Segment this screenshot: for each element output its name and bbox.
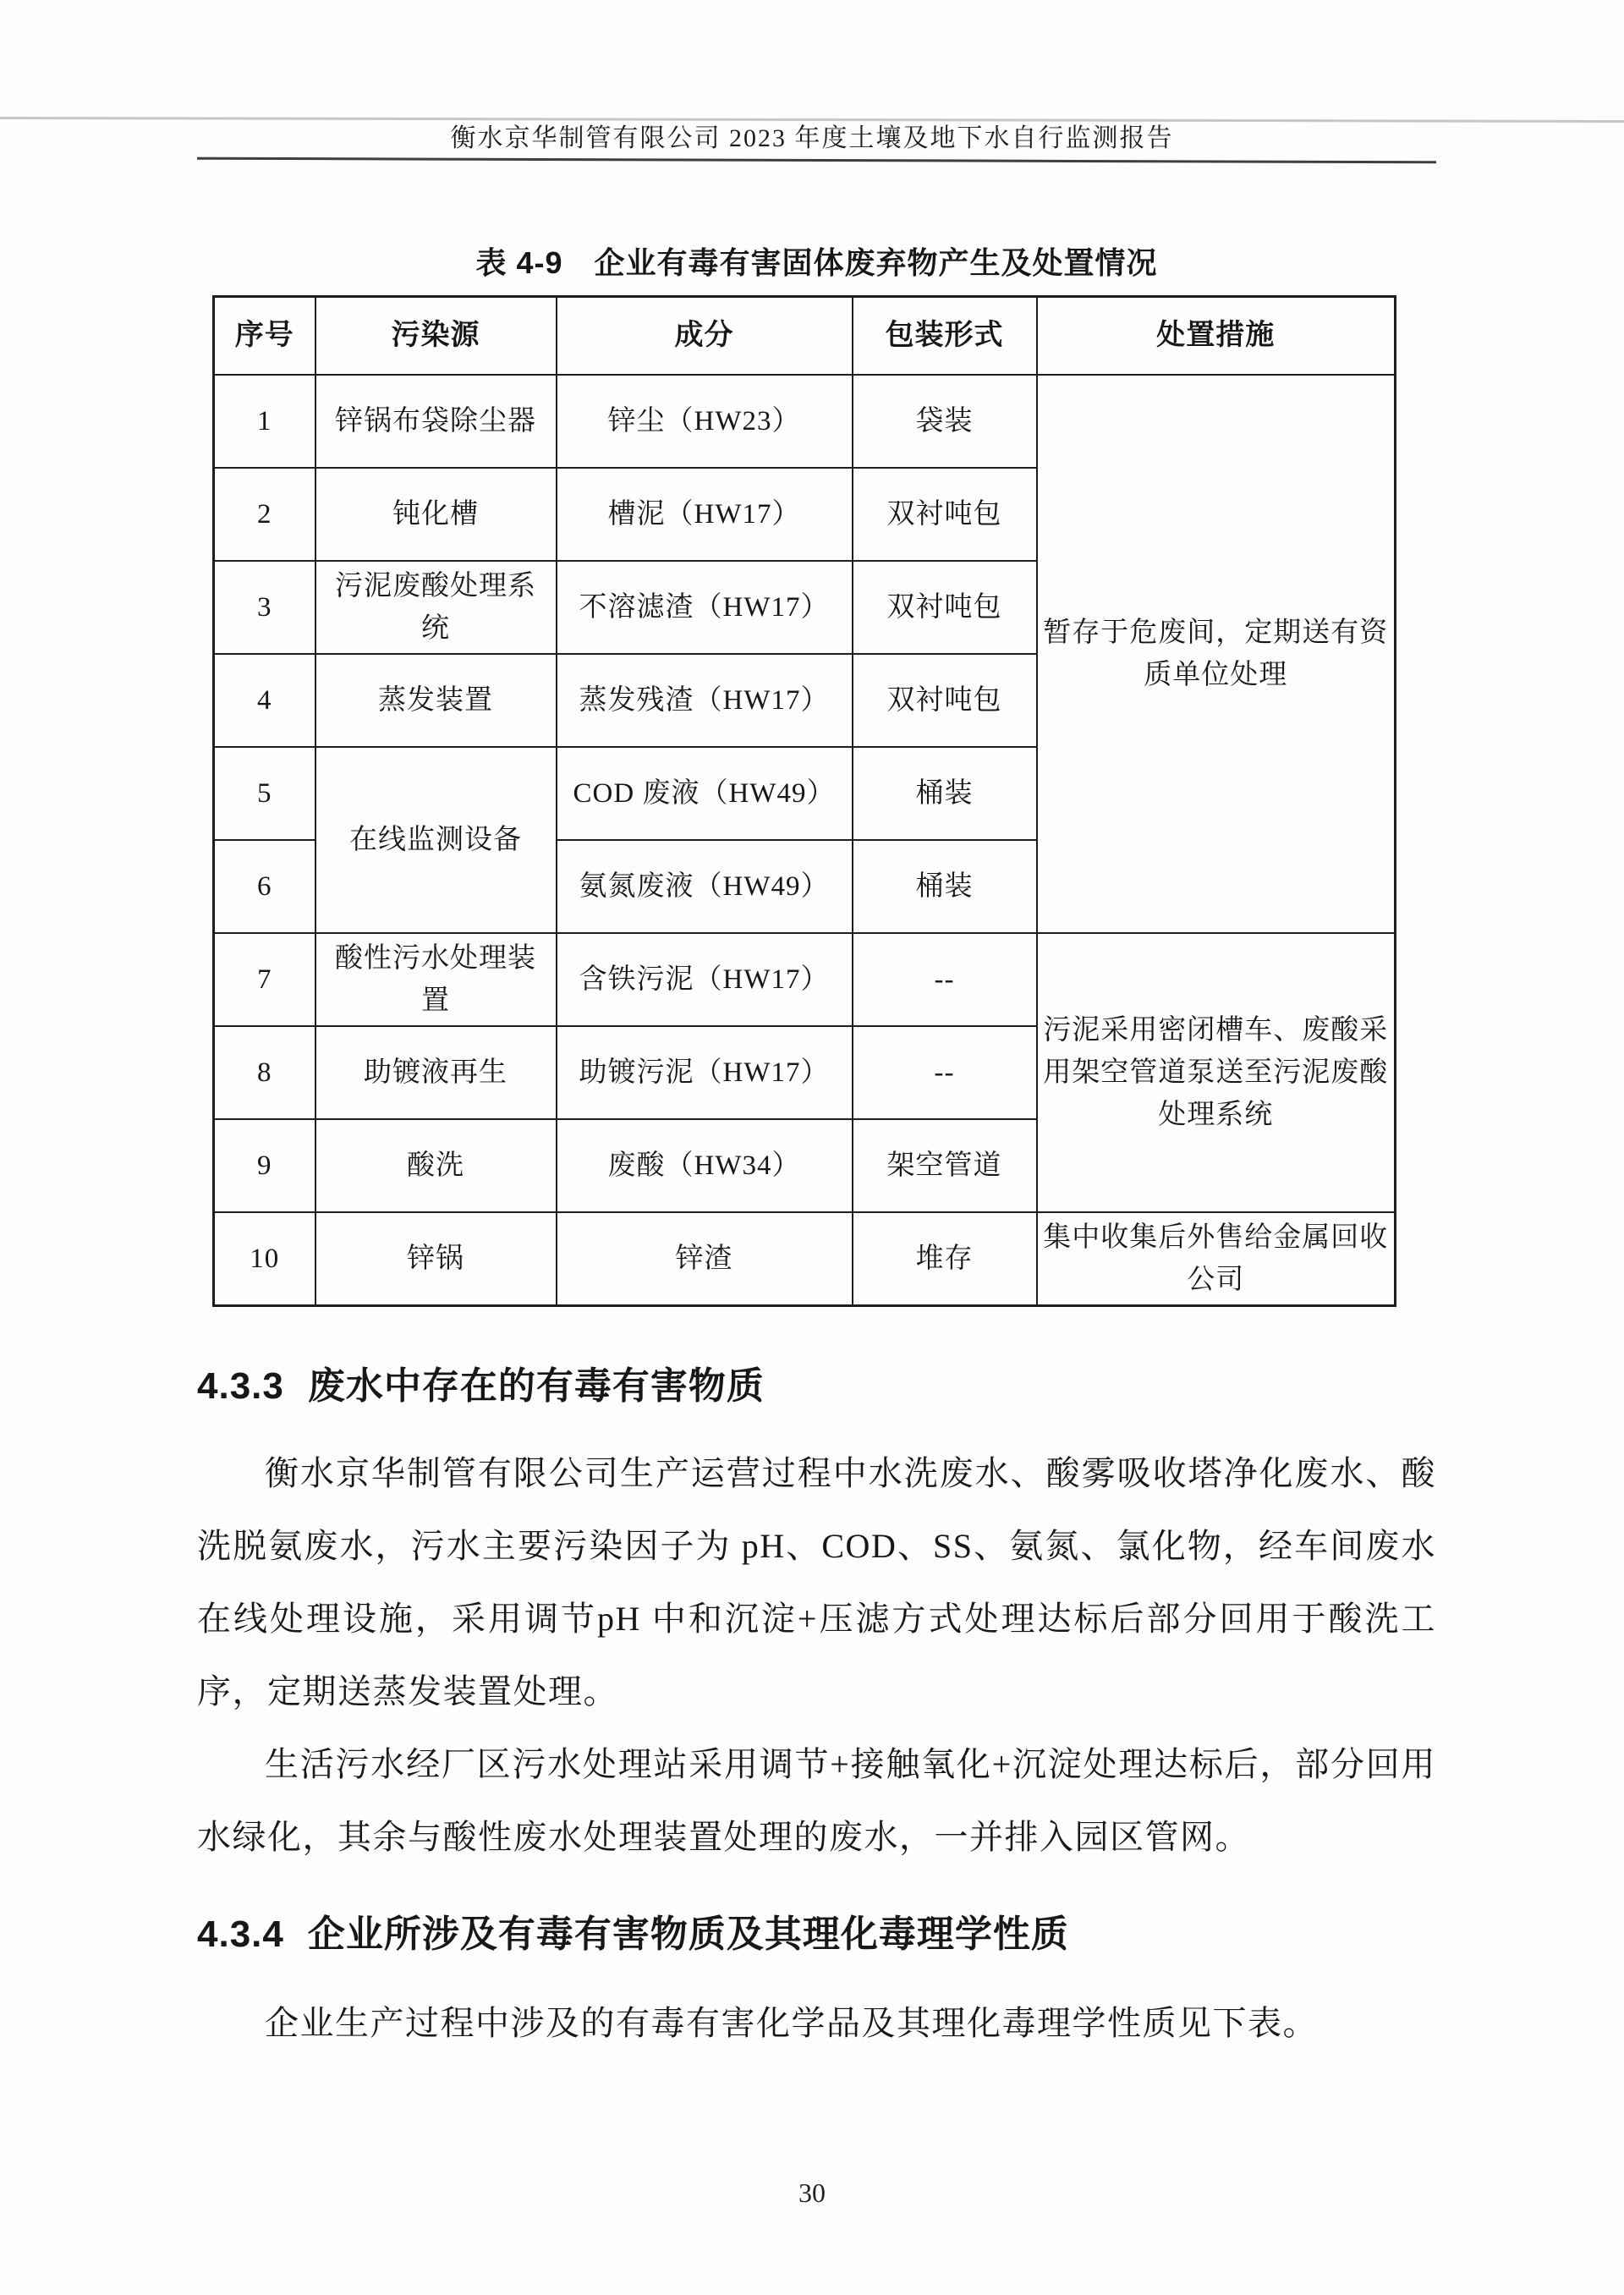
cell-component: 蒸发残渣（HW17）	[557, 654, 853, 747]
cell-packaging: 堆存	[853, 1212, 1037, 1306]
section-number: 4.3.3	[197, 1365, 284, 1407]
section-heading-433	[197, 1359, 1436, 1414]
cell-seq: 8	[214, 1026, 315, 1119]
cell-source: 钝化槽	[315, 468, 557, 561]
cell-packaging: 双衬吨包	[853, 654, 1037, 747]
paragraph: 衡水京华制管有限公司生产运营过程中水洗废水、酸雾吸收塔净化废水、酸洗脱氨废水，污水主要污染因子为 pH、COD、SS、氨氮、氯化物，经车间废水在线处理设施，采用调节pH 中和沉淀+压滤方式处理达标后部分回用于酸洗工序，定期送蒸发装置处理。	[197, 1454, 1436, 1710]
table-row	[214, 933, 1396, 1026]
cell-seq: 1	[214, 375, 315, 468]
table-row	[214, 375, 1396, 468]
cell-source: 蒸发装置	[315, 654, 557, 747]
section-title: 企业所涉及有毒有害物质及其理化毒理学性质	[307, 1913, 1069, 1955]
cell-seq: 2	[214, 468, 315, 561]
cell-source: 酸洗	[315, 1119, 557, 1212]
section-heading-434	[197, 1908, 1436, 1962]
cell-source: 污泥废酸处理系统	[315, 561, 557, 654]
cell-disposal-merged-1-6: 暂存于危废间，定期送有资质单位处理	[1037, 375, 1396, 933]
cell-packaging: 双衬吨包	[853, 468, 1037, 561]
cell-seq: 6	[214, 840, 315, 933]
cell-component: 锌尘（HW23）	[557, 375, 853, 468]
cell-component: 含铁污泥（HW17）	[557, 933, 853, 1026]
cell-seq: 3	[214, 561, 315, 654]
cell-source-merged-5-6: 在线监测设备	[315, 747, 557, 933]
page-number: 30	[798, 2177, 826, 2208]
cell-component: 锌渣	[557, 1212, 853, 1306]
section-number: 4.3.4	[197, 1913, 284, 1955]
col-header-source: 污染源	[315, 297, 557, 376]
cell-seq: 5	[214, 747, 315, 840]
cell-source: 助镀液再生	[315, 1026, 557, 1119]
cell-seq: 9	[214, 1119, 315, 1212]
page-content	[0, 243, 1624, 2060]
cell-seq: 10	[214, 1212, 315, 1306]
cell-disposal-merged-7-9: 污泥采用密闭槽车、废酸采用架空管道泵送至污泥废酸处理系统	[1037, 933, 1396, 1212]
paragraph: 企业生产过程中涉及的有毒有害化学品及其理化毒理学性质见下表。	[265, 2004, 1318, 2042]
col-header-disposal: 处置措施	[1037, 297, 1396, 376]
cell-packaging: 架空管道	[853, 1119, 1037, 1212]
cell-packaging: --	[853, 1026, 1037, 1119]
cell-source: 锌锅	[315, 1212, 557, 1306]
table-caption: 表 4-9 企业有毒有害固体废弃物产生及处置情况	[475, 245, 1158, 280]
col-header-component: 成分	[557, 297, 853, 376]
cell-packaging: 桶装	[853, 747, 1037, 840]
cell-disposal: 集中收集后外售给金属回收公司	[1037, 1212, 1396, 1306]
col-header-seq: 序号	[214, 297, 315, 376]
cell-packaging: 桶装	[853, 840, 1037, 933]
col-header-packaging: 包装形式	[853, 297, 1037, 376]
table-header-row	[214, 297, 1396, 376]
section-title: 废水中存在的有毒有害物质	[307, 1365, 765, 1407]
cell-packaging: 双衬吨包	[853, 561, 1037, 654]
cell-seq: 7	[214, 933, 315, 1026]
cell-component: 氨氮废液（HW49）	[557, 840, 853, 933]
running-header-title: 衡水京华制管有限公司 2023 年度土壤及地下水自行监测报告	[450, 124, 1174, 152]
cell-source: 酸性污水处理装置	[315, 933, 557, 1026]
cell-component: 助镀污泥（HW17）	[557, 1026, 853, 1119]
cell-component: 不溶滤渣（HW17）	[557, 561, 853, 654]
cell-component: 废酸（HW34）	[557, 1119, 853, 1212]
cell-packaging: 袋装	[853, 375, 1037, 468]
header-bottom-rule	[197, 157, 1436, 164]
table-row	[214, 1212, 1396, 1306]
cell-source: 锌锅布袋除尘器	[315, 375, 557, 468]
running-header	[0, 0, 1624, 162]
paragraph: 生活污水经厂区污水处理站采用调节+接触氧化+沉淀处理达标后，部分回用水绿化，其余与酸性废水处理装置处理的废水，一并排入园区管网。	[197, 1745, 1436, 1856]
cell-seq: 4	[214, 654, 315, 747]
cell-packaging: --	[853, 933, 1037, 1026]
cell-component: 槽泥（HW17）	[557, 468, 853, 561]
waste-disposal-table	[212, 295, 1396, 1307]
cell-component: COD 废液（HW49）	[557, 747, 853, 840]
